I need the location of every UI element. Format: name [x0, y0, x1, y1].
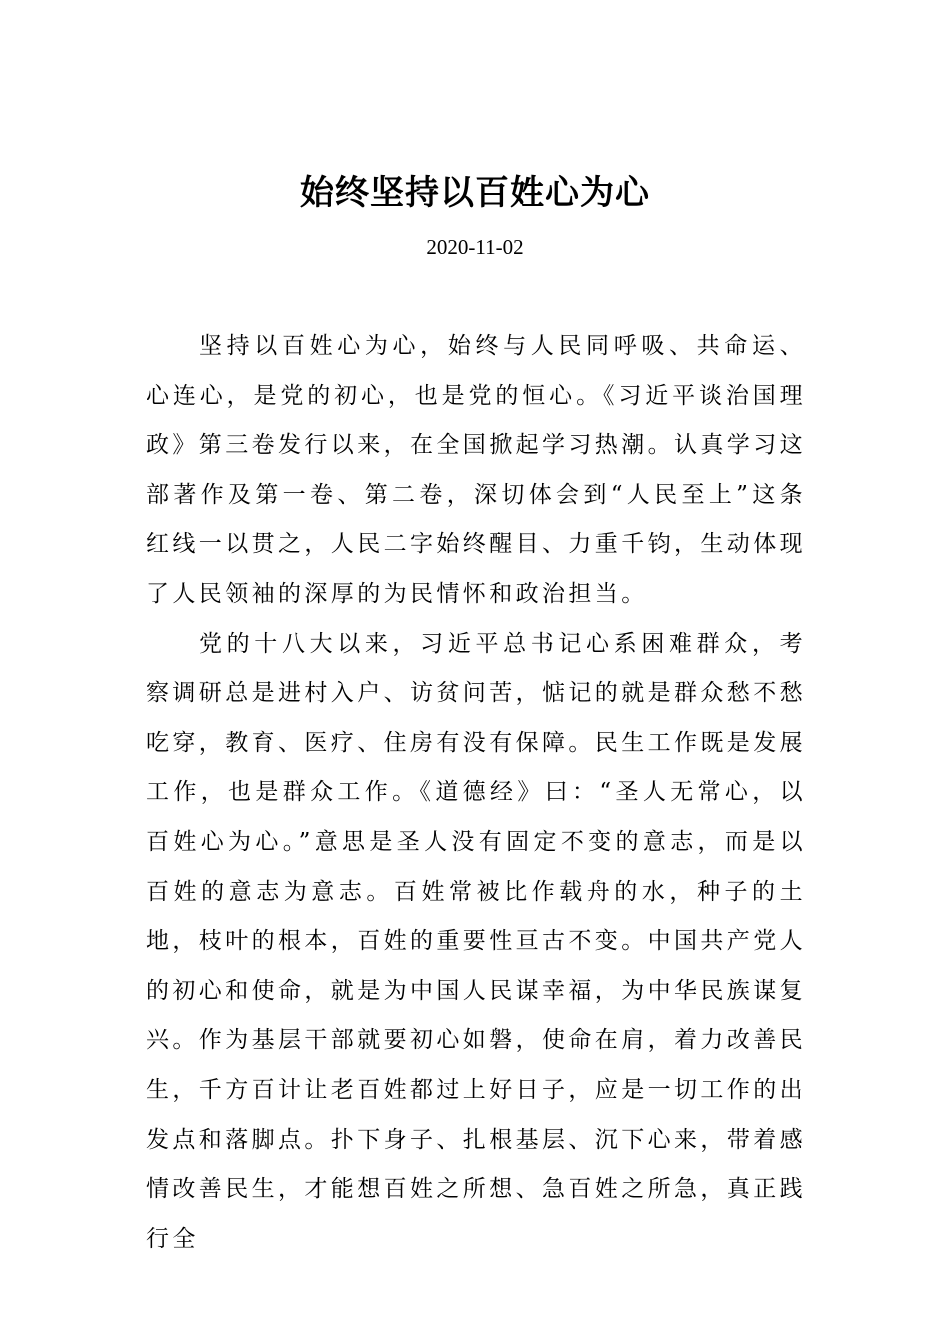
- document-title: 始终坚持以百姓心为心: [300, 173, 650, 213]
- publish-date: 2020-11-02: [426, 235, 524, 259]
- paragraph: 党的十八大以来，习近平总书记心系困难群众，考察调研总是进村入户、访贫问苦，惦记的就是群众愁不愁吃穿，教育、医疗、住房有没有保障。民生工作既是发展工作，也是群众工作。《道德经》曰：“圣人无常心，以百姓心为心。”意思是圣人没有固定不变的意志，而是以百姓的意志为意志。百姓常被比作载舟的水，种子的土地，枝叶的根本，百姓的重要性亘古不变。中国共产党人的初心和使命，就是为中国人民谋幸福，为中华民族谋复兴。作为基层干部就要初心如磐，使命在肩，着力改善民生，千方百计让老百姓都过上好日子，应是一切工作的出发点和落脚点。扑下身子、扎根基层、沉下心来，带着感情改善民生，才能想百姓之所想、急百姓之所急，真正践行全: [146, 630, 806, 1252]
- article-body: [146, 322, 806, 1264]
- paragraph: 坚持以百姓心为心，始终与人民同呼吸、共命运、心连心，是党的初心，也是党的恒心。《习近平谈治国理政》第三卷发行以来，在全国掀起学习热潮。认真学习这部著作及第一卷、第二卷，深切体会到“人民至上”这条红线一以贯之，人民二字始终醒目、力重千钧，生动体现了人民领袖的深厚的为民情怀和政治担当。: [146, 333, 806, 607]
